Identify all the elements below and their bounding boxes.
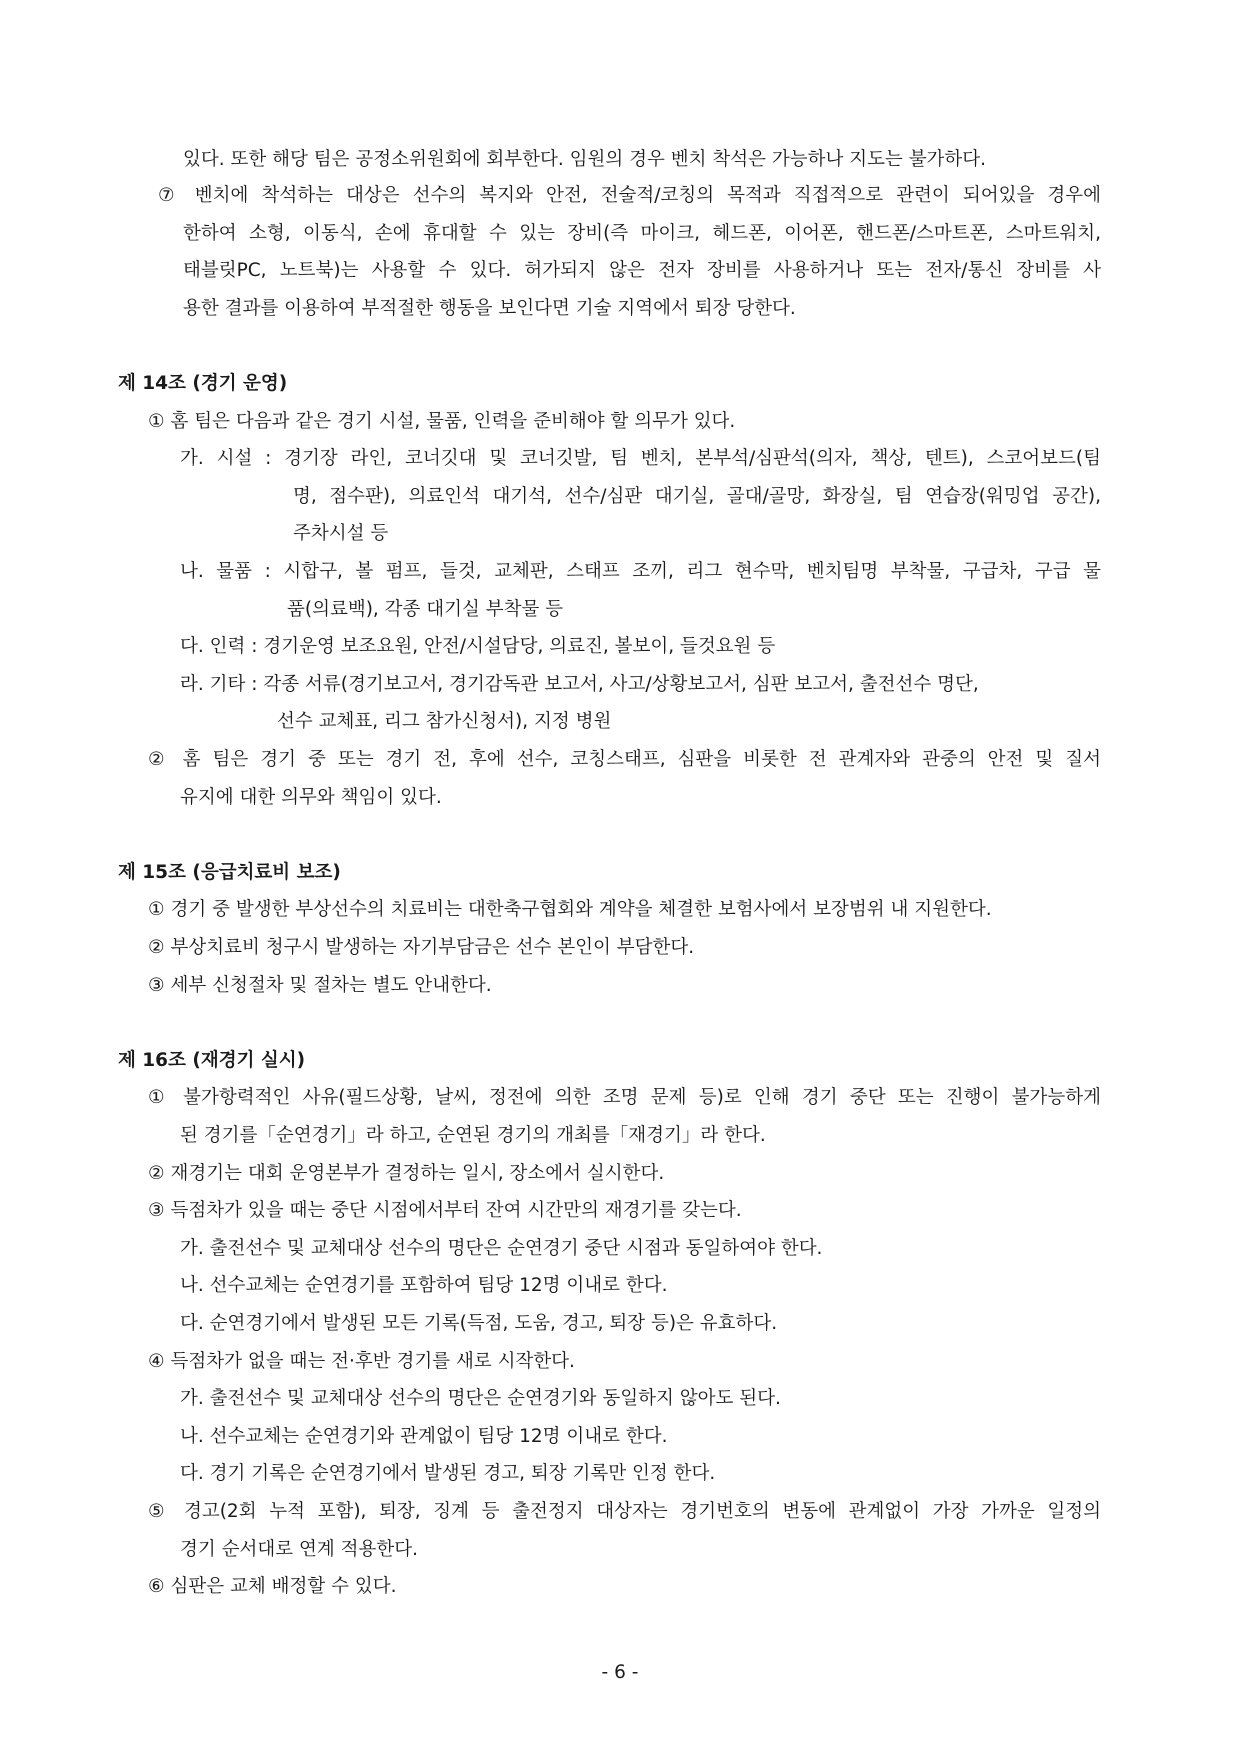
- text-line: ① 홈 팀은 다음과 같은 경기 시설, 물품, 인력을 준비해야 할 의무가 있다.: [148, 411, 736, 432]
- page-number: - 6 -: [601, 1662, 639, 1683]
- text-line: 선수 교체표, 리그 참가신청서), 지정 병원: [277, 711, 612, 732]
- text-line: 용한 결과를 이용하여 부적절한 행동을 보인다면 기술 지역에서 퇴장 당한다.: [183, 298, 796, 319]
- text-line: 라. 기타 : 각종 서류(경기보고서, 경기감독관 보고서, 사고/상황보고서, 심판 보고서, 출전선수 명단,: [180, 674, 979, 695]
- text-line: 주차시설 등: [293, 523, 389, 544]
- text-line: ② 재경기는 대회 운영본부가 결정하는 일시, 장소에서 실시한다.: [148, 1163, 665, 1184]
- text-line: 가. 출전선수 및 교체대상 선수의 명단은 순연경기와 동일하지 않아도 된다.: [180, 1388, 781, 1409]
- text-line: 다. 인력 : 경기운영 보조요원, 안전/시설담당, 의료진, 볼보이, 들것요원 등: [180, 636, 776, 657]
- text-line: 나. 선수교체는 순연경기를 포함하여 팀당 12명 이내로 한다.: [180, 1275, 668, 1296]
- text-line: ① 경기 중 발생한 부상선수의 치료비는 대한축구협회와 계약을 체결한 보험사에서 보장범위 내 지원한다.: [148, 899, 992, 920]
- text-line: 된 경기를「순연경기」라 하고, 순연된 경기의 개최를「재경기」라 한다.: [180, 1125, 766, 1146]
- text-line: 태블릿PC, 노트북)는 사용할 수 있다. 허가되지 않은 전자 장비를 사용하거나 또는 전자/통신 장비를 사: [183, 260, 1101, 281]
- text-line: ③ 득점차가 있을 때는 중단 시점에서부터 잔여 시간만의 재경기를 갖는다.: [148, 1200, 742, 1221]
- text-line: 가. 시설 : 경기장 라인, 코너깃대 및 코너깃발, 팀 벤치, 본부석/심판석(의자, 책상, 텐트), 스코어보드(팀: [180, 448, 1101, 469]
- text-line: 다. 경기 기록은 순연경기에서 발생된 경고, 퇴장 기록만 인정 한다.: [180, 1463, 716, 1484]
- text-line: ⑤ 경고(2회 누적 포함), 퇴장, 징계 등 출전정지 대상자는 경기번호의 변동에 관계없이 가장 가까운 일정의: [148, 1501, 1101, 1522]
- text-line: ② 부상치료비 청구시 발생하는 자기부담금은 선수 본인이 부담한다.: [148, 937, 695, 958]
- text-line: ④ 득점차가 없을 때는 전·후반 경기를 새로 시작한다.: [148, 1351, 575, 1372]
- text-line: 나. 선수교체는 순연경기와 관계없이 팀당 12명 이내로 한다.: [180, 1426, 668, 1447]
- article-heading: 제 15조 (응급치료비 보조): [118, 862, 341, 883]
- text-line: 가. 출전선수 및 교체대상 선수의 명단은 순연경기 중단 시점과 동일하여야 한다.: [180, 1238, 823, 1259]
- text-line: ② 홈 팀은 경기 중 또는 경기 전, 후에 선수, 코칭스태프, 심판을 비롯한 전 관계자와 관중의 안전 및 질서: [148, 749, 1101, 770]
- text-line: 다. 순연경기에서 발생된 모든 기록(득점, 도움, 경고, 퇴장 등)은 유효하다.: [180, 1313, 778, 1334]
- text-line: 있다. 또한 해당 팀은 공정소위원회에 회부한다. 임원의 경우 벤치 착석은 가능하나 지도는 불가하다.: [183, 149, 987, 170]
- article-heading: 제 16조 (재경기 실시): [118, 1050, 306, 1071]
- text-line: 품(의료백), 각종 대기실 부착물 등: [287, 599, 564, 620]
- text-line: 나. 물품 : 시합구, 볼 펌프, 들것, 교체판, 스태프 조끼, 리그 현수막, 벤치팀명 부착물, 구급차, 구급 물: [180, 561, 1101, 582]
- text-line: ③ 세부 신청절차 및 절차는 별도 안내한다.: [148, 975, 492, 996]
- text-line: ① 불가항력적인 사유(필드상황, 날씨, 정전에 의한 조명 문제 등)로 인해 경기 중단 또는 진행이 불가능하게: [148, 1087, 1101, 1108]
- article-heading: 제 14조 (경기 운영): [118, 373, 288, 394]
- text-line: ⑦ 벤치에 착석하는 대상은 선수의 복지와 안전, 전술적/코칭의 목적과 직접적으로 관련이 되어있을 경우에: [158, 185, 1101, 206]
- text-line: 한하여 소형, 이동식, 손에 휴대할 수 있는 장비(즉 마이크, 헤드폰, 이어폰, 핸드폰/스마트폰, 스마트워치,: [183, 223, 1101, 244]
- text-line: 경기 순서대로 연계 적용한다.: [180, 1539, 418, 1560]
- text-line: ⑥ 심판은 교체 배정할 수 있다.: [148, 1576, 397, 1597]
- text-line: 명, 점수판), 의료인석 대기석, 선수/심판 대기실, 골대/골망, 화장실, 팀 연습장(워밍업 공간),: [293, 486, 1101, 507]
- text-line: 유지에 대한 의무와 책임이 있다.: [180, 787, 442, 808]
